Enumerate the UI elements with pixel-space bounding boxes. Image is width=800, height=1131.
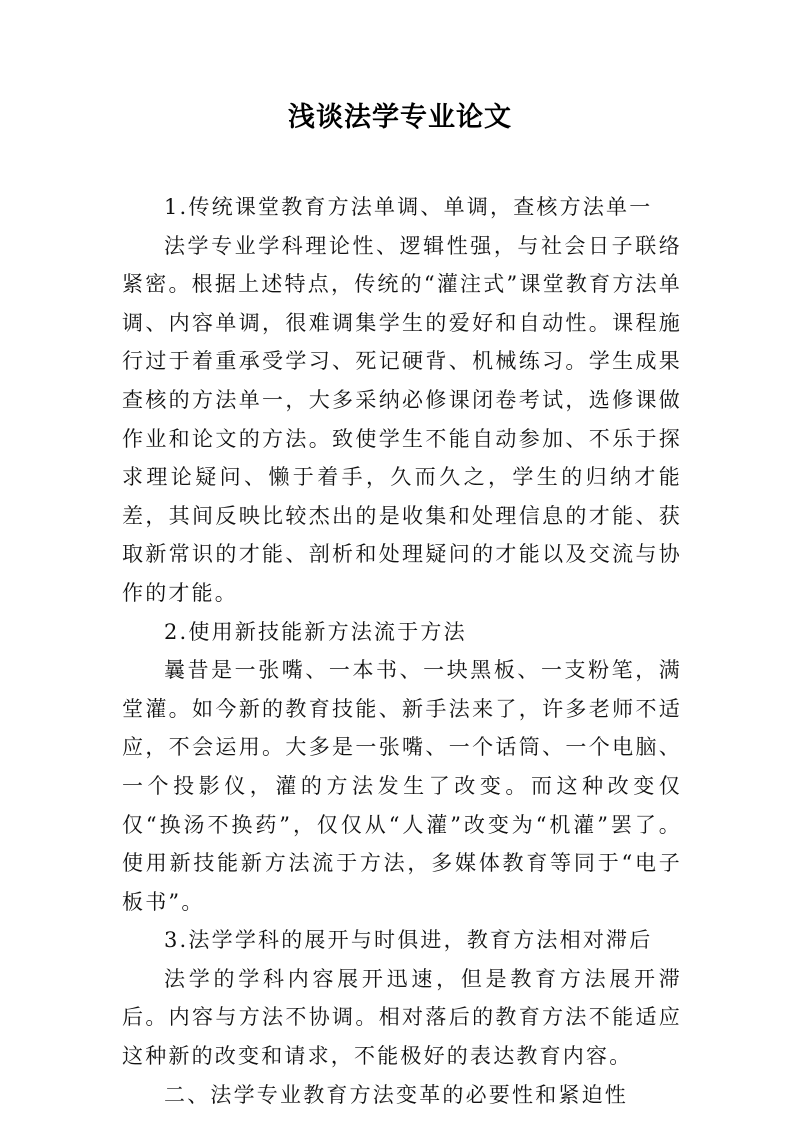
document-body: [122, 188, 682, 1114]
section-heading-3: 3.法学学科的展开与时俱进，教育方法相对滞后: [164, 928, 653, 953]
body-paragraph-1: 法学专业学科理论性、逻辑性强，与社会日子联络紧密。根据上述特点，传统的“灌注式”课堂教育方法单调、内容单调，很难调集学生的爱好和自动性。课程施行过于着重承受学习、死记硬背、机械练习。学生成果查核的方法单一，大多采纳必修课闭卷考试，选修课做作业和论文的方法。致使学生不能自动参加、不乐于探求理论疑问、懒于着手，久而久之，学生的归纳才能差，其间反映比较杰出的是收集和处理信息的才能、获取新常识的才能、剖析和处理疑问的才能以及交流与协作的才能。: [122, 233, 682, 605]
body-paragraph-2: 曩昔是一张嘴、一本书、一块黑板、一支粉笔，满堂灌。如今新的教育技能、新手法来了，许多老师不适应，不会运用。大多是一张嘴、一个话筒、一个电脑、一个投影仪，灌的方法发生了改变。而这种改变仅仅“换汤不换药”，仅仅从“人灌”改变为“机灌”罢了。使用新技能新方法流于方法，多媒体教育等同于“电子板书”。: [122, 658, 682, 914]
body-paragraph-3: 法学的学科内容展开迅速，但是教育方法展开滞后。内容与方法不协调。相对落后的教育方法不能适应这种新的改变和请求，不能极好的表达教育内容。: [122, 966, 682, 1069]
section-heading-1: 1.传统课堂教育方法单调、单调，查核方法单一: [164, 195, 653, 219]
section-heading-4: 二、法学专业教育方法变革的必要性和紧迫性: [164, 1082, 628, 1107]
document-title: 浅谈法学专业论文: [288, 102, 512, 133]
section-heading-2: 2.使用新技能新方法流于方法: [164, 619, 467, 644]
